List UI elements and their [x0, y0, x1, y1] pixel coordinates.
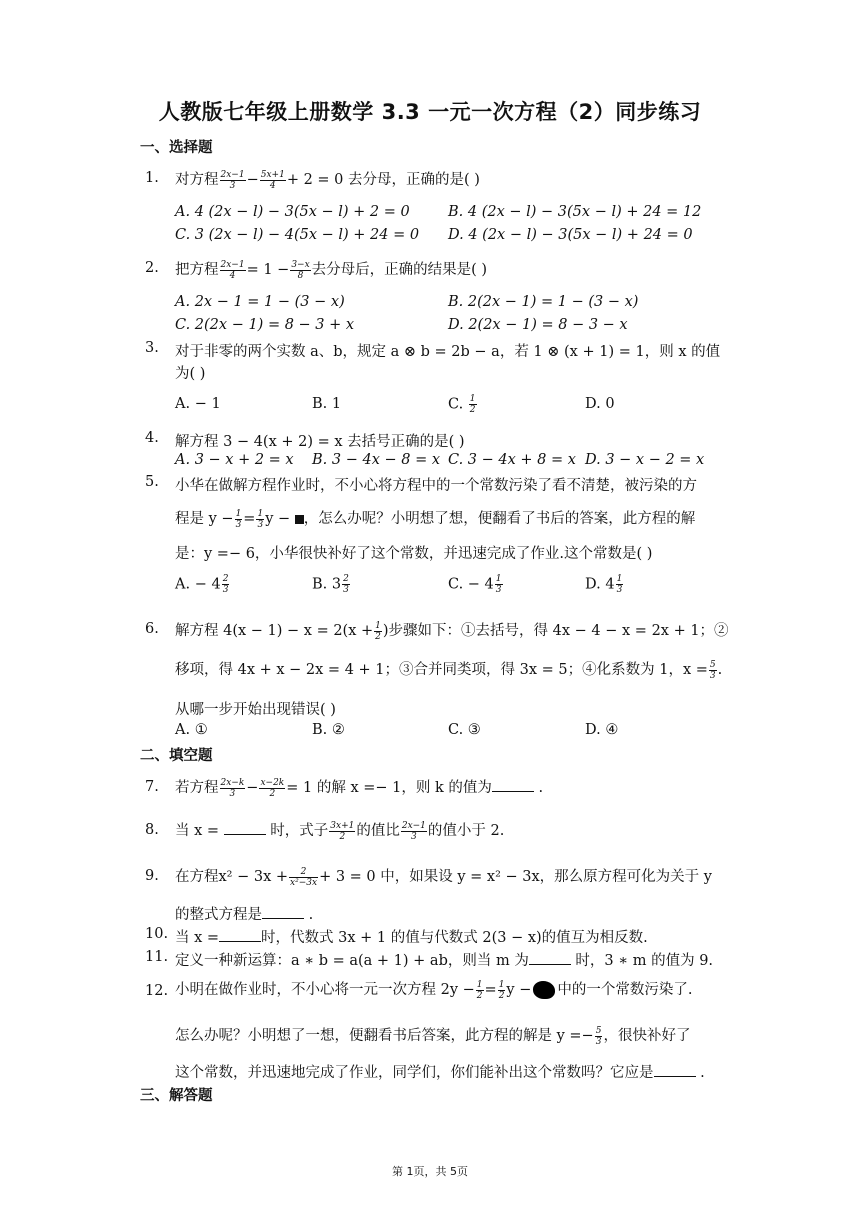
question-9-number: 9. — [145, 868, 159, 884]
question-4-option-c: C. 3 − 4x + 8 = x — [448, 452, 576, 468]
question-4-option-a: A. 3 − x + 2 = x — [175, 452, 294, 468]
question-1-option-b: B. 4 (2x − l) − 3(5x − l) + 24 = 12 — [448, 204, 702, 220]
question-8-number: 8. — [145, 822, 159, 838]
question-6-option-c: C. ③ — [448, 722, 481, 738]
answer-blank — [529, 952, 571, 965]
question-7-stem: 若方程 $\frac{2x-k}{3}$ − $\frac{x-2k}{2}$ = 1 的解 x =− 1，则 k 的值为 . — [175, 777, 544, 799]
question-6-stem-line3: 从哪一步开始出现错误( ) — [175, 702, 336, 718]
question-10-number: 10. — [145, 926, 169, 942]
question-6-stem-line1: 解方程 4(x − 1) − x = 2(x + $\frac{1}{2}$ )步骤如下：①去括号，得 4x − 4 − x = 2x + 1；② — [175, 620, 729, 642]
question-2-option-a: A. 2x − 1 = 1 − (3 − x) — [175, 294, 345, 310]
question-2-option-d: D. 2(2x − 1) = 8 − 3 − x — [448, 317, 628, 333]
question-5-number: 5. — [145, 474, 159, 490]
question-5-stem-line3: 是：y =− 6，小华很快补好了这个常数，并迅速完成了作业.这个常数是( ) — [175, 546, 653, 562]
question-4-stem: 解方程 3 − 4(x + 2) = x 去括号正确的是( ) — [175, 434, 465, 450]
question-4-number: 4. — [145, 430, 159, 446]
page-footer: 第 1页，共 5页 — [392, 1165, 468, 1178]
question-7-number: 7. — [145, 779, 159, 795]
question-1-number: 1. — [145, 170, 159, 186]
section-heading-choice: 一、选择题 — [140, 140, 213, 156]
question-3-number: 3. — [145, 340, 159, 356]
question-6-option-d: D. ④ — [585, 722, 619, 738]
question-12-number: 12. — [145, 983, 169, 999]
question-1-option-c: C. 3 (2x − l) − 4(5x − l) + 24 = 0 — [175, 227, 420, 243]
answer-blank — [492, 779, 534, 792]
question-5-option-c: C. − 4 $\frac{1}{3}$ — [448, 574, 502, 595]
question-5-stem-line1: 小华在做解方程作业时，不小心将方程中的一个常数污染了看不清楚，被污染的方 — [175, 478, 697, 494]
question-6-stem-line2: 移项，得 4x + x − 2x = 4 + 1；③合并同类项，得 3x = 5；④化系数为 1，x = $\frac{5}{3}$ . — [175, 659, 723, 681]
question-6-option-b: B. ② — [312, 722, 345, 738]
question-8-stem: 当 x = 时，式子 $\frac{3x+1}{2}$ 的值比 $\frac{2x-1}{3}$ 的值小于 2. — [175, 820, 505, 842]
question-3-stem-line1: 对于非零的两个实数 a、b，规定 a ⊗ b = 2b − a，若 1 ⊗ (x + 1) = 1，则 x 的值 — [175, 344, 721, 360]
question-1-stem: 对方程 $\frac{2x-1}{3}$ − $\frac{5x+1}{4}$ + 2 = 0 去分母，正确的是( ) — [175, 169, 480, 191]
page-title: 人教版七年级上册数学 3.3 一元一次方程（2）同步练习 — [158, 100, 702, 124]
question-2-option-c: C. 2(2x − 1) = 8 − 3 + x — [175, 317, 355, 333]
question-6-option-a: A. ① — [175, 722, 208, 738]
question-2-option-b: B. 2(2x − 1) = 1 − (3 − x) — [448, 294, 639, 310]
question-6-number: 6. — [145, 621, 159, 637]
smudged-constant-icon — [295, 515, 304, 524]
question-1-option-d: D. 4 (2x − l) − 3(5x − l) + 24 = 0 — [448, 227, 693, 243]
question-11-number: 11. — [145, 949, 169, 965]
question-4-option-d: D. 3 − x − 2 = x — [585, 452, 705, 468]
question-3-option-c: C. $\frac{1}{2}$ — [448, 394, 476, 415]
answer-blank — [262, 906, 304, 919]
answer-blank — [654, 1064, 696, 1077]
question-5-option-d: D. 4 $\frac{1}{3}$ — [585, 574, 623, 595]
question-9-stem-line2: 的整式方程是 . — [175, 907, 314, 923]
question-12-stem-line1: 小明在做作业时，不小心将一元一次方程 2y − $\frac{1}{2}$ = $\frac{1}{2}$ y − 中的一个常数污染了. — [175, 979, 693, 1001]
question-5-option-a: A. − 4 $\frac{2}{3}$ — [175, 574, 229, 595]
section-heading-fill: 二、填空题 — [140, 748, 213, 764]
question-10-stem: 当 x = 时，代数式 3x + 1 的值与代数式 2(3 − x)的值互为相反数. — [175, 930, 648, 946]
question-2-stem: 把方程 $\frac{2x-1}{4}$ = 1 − $\frac{3-x}{8}$ 去分母后，正确的结果是( ) — [175, 259, 488, 281]
question-5-option-b: B. 3 $\frac{2}{3}$ — [312, 574, 349, 595]
question-3-option-d: D. 0 — [585, 396, 615, 412]
question-11-stem: 定义一种新运算：a ∗ b = a(a + 1) + ab，则当 m 为 时，3 ∗ m 的值为 9. — [175, 953, 714, 969]
question-2-number: 2. — [145, 260, 159, 276]
question-9-stem-line1: 在方程x² − 3x + $\frac{2}{\text{x²−3x}}$ + 3 = 0 中，如果设 y = x² − 3x，那么原方程可化为关于 y — [175, 866, 712, 888]
question-3-stem-line2: 为( ) — [175, 366, 206, 382]
question-3-option-b: B. 1 — [312, 396, 342, 412]
question-3-option-a: A. − 1 — [175, 396, 221, 412]
question-12-stem-line2: 怎么办呢？小明想了一想，便翻看书后答案，此方程的解是 y =− $\frac{5}{3}$ ，很快补好了 — [175, 1025, 691, 1047]
question-5-stem-line2: 程是 y − $\frac{1}{3}$ = $\frac{1}{3}$ y − ，怎么办呢？小明想了想，便翻看了书后的答案，此方程的解 — [175, 508, 696, 530]
section-heading-solve: 三、解答题 — [140, 1088, 213, 1104]
answer-blank — [224, 822, 266, 835]
question-4-option-b: B. 3 − 4x − 8 = x — [312, 452, 441, 468]
question-12-stem-line3: 这个常数，并迅速地完成了作业，同学们，你们能补出这个常数吗？它应是 . — [175, 1065, 705, 1081]
ink-blot-icon — [533, 981, 555, 999]
question-1-option-a: A. 4 (2x − l) − 3(5x − l) + 2 = 0 — [175, 204, 410, 220]
answer-blank — [219, 929, 261, 942]
